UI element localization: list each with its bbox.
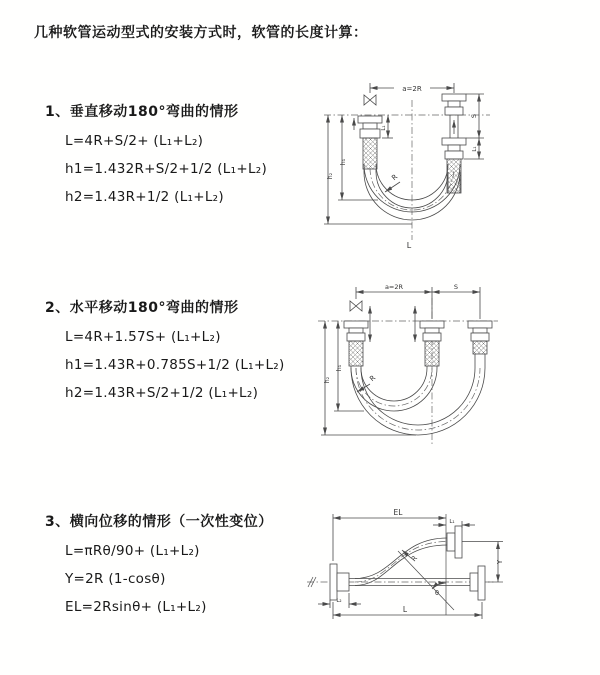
d1-linework — [324, 83, 490, 240]
section-1-heading: 1、垂直移动180°弯曲的情形 — [45, 104, 239, 120]
section-2-formula-h1: h1=1.43R+0.785S+1/2 (L₁+L₂) — [65, 357, 285, 373]
d3-dim-fitting-left-label: L₂ — [336, 598, 342, 604]
d2-dim-span-label: a=2R — [384, 283, 404, 291]
section-1 — [45, 104, 267, 205]
d1-valve-icon — [364, 95, 376, 105]
d3-angle-label: θ — [435, 589, 439, 597]
d3-dim-offset-label: Y — [496, 559, 504, 565]
d1-dim-fitting-right-label: L₁ — [472, 146, 478, 152]
section-2-formula-L: L=4R+1.57S+ (L₁+L₂) — [65, 329, 221, 345]
page-title: 几种软管运动型式的安装方式时，软管的长度计算： — [34, 25, 368, 41]
section-2-formula-h2: h2=1.43R+S/2+1/2 (L₁+L₂) — [65, 385, 259, 401]
d1-dim-stroke-label: S — [470, 113, 478, 119]
d1-dim-h2-label: h₂ — [327, 172, 334, 180]
d2-radius-label: R — [368, 373, 378, 384]
section-3-formula-EL: EL=2Rsinθ+ (L₁+L₂) — [65, 599, 207, 615]
section-1-formula-h1: h1=1.432R+S/2+1/2 (L₁+L₂) — [65, 161, 268, 177]
d3-dim-el-label: EL — [393, 508, 403, 517]
d1-length-label: L — [406, 241, 412, 250]
d3-length-label: L — [402, 605, 408, 614]
d1-radius-label: R — [390, 172, 400, 183]
d3-radius-label: R — [409, 554, 420, 564]
section-2 — [45, 300, 285, 401]
section-3-formula-L: L=πRθ/90+ (L₁+L₂) — [65, 543, 200, 559]
d3-dim-fitting-top-label: L₁ — [449, 519, 455, 525]
section-2-heading: 2、水平移动180°弯曲的情形 — [45, 300, 239, 316]
section-3-formula-Y: Y=2R (1-cosθ) — [65, 571, 166, 587]
d1-dim-fitting-left-label: L₁ — [381, 125, 387, 131]
section-3-heading: 3、横向位移的情形（一次性变位） — [45, 514, 273, 530]
d2-linework — [318, 287, 498, 444]
diagram-horizontal-movement-180-bend — [308, 276, 598, 454]
d2-dim-h2-label: h₂ — [324, 376, 331, 384]
d2-dim-h1-label: h₁ — [336, 364, 343, 372]
diagram-lateral-displacement — [295, 503, 595, 645]
diagram-vertical-movement-180-bend — [312, 72, 592, 254]
section-1-formula-L: L=4R+S/2+ (L₁+L₂) — [65, 133, 204, 149]
d1-dim-h1-label: h₁ — [340, 158, 347, 166]
d2-valve-icon — [350, 301, 362, 311]
d1-dim-span-label: a=2R — [402, 85, 422, 93]
section-1-formula-h2: h2=1.43R+1/2 (L₁+L₂) — [65, 189, 224, 205]
d2-dim-stroke-label: S — [453, 283, 459, 291]
section-3 — [45, 514, 273, 615]
